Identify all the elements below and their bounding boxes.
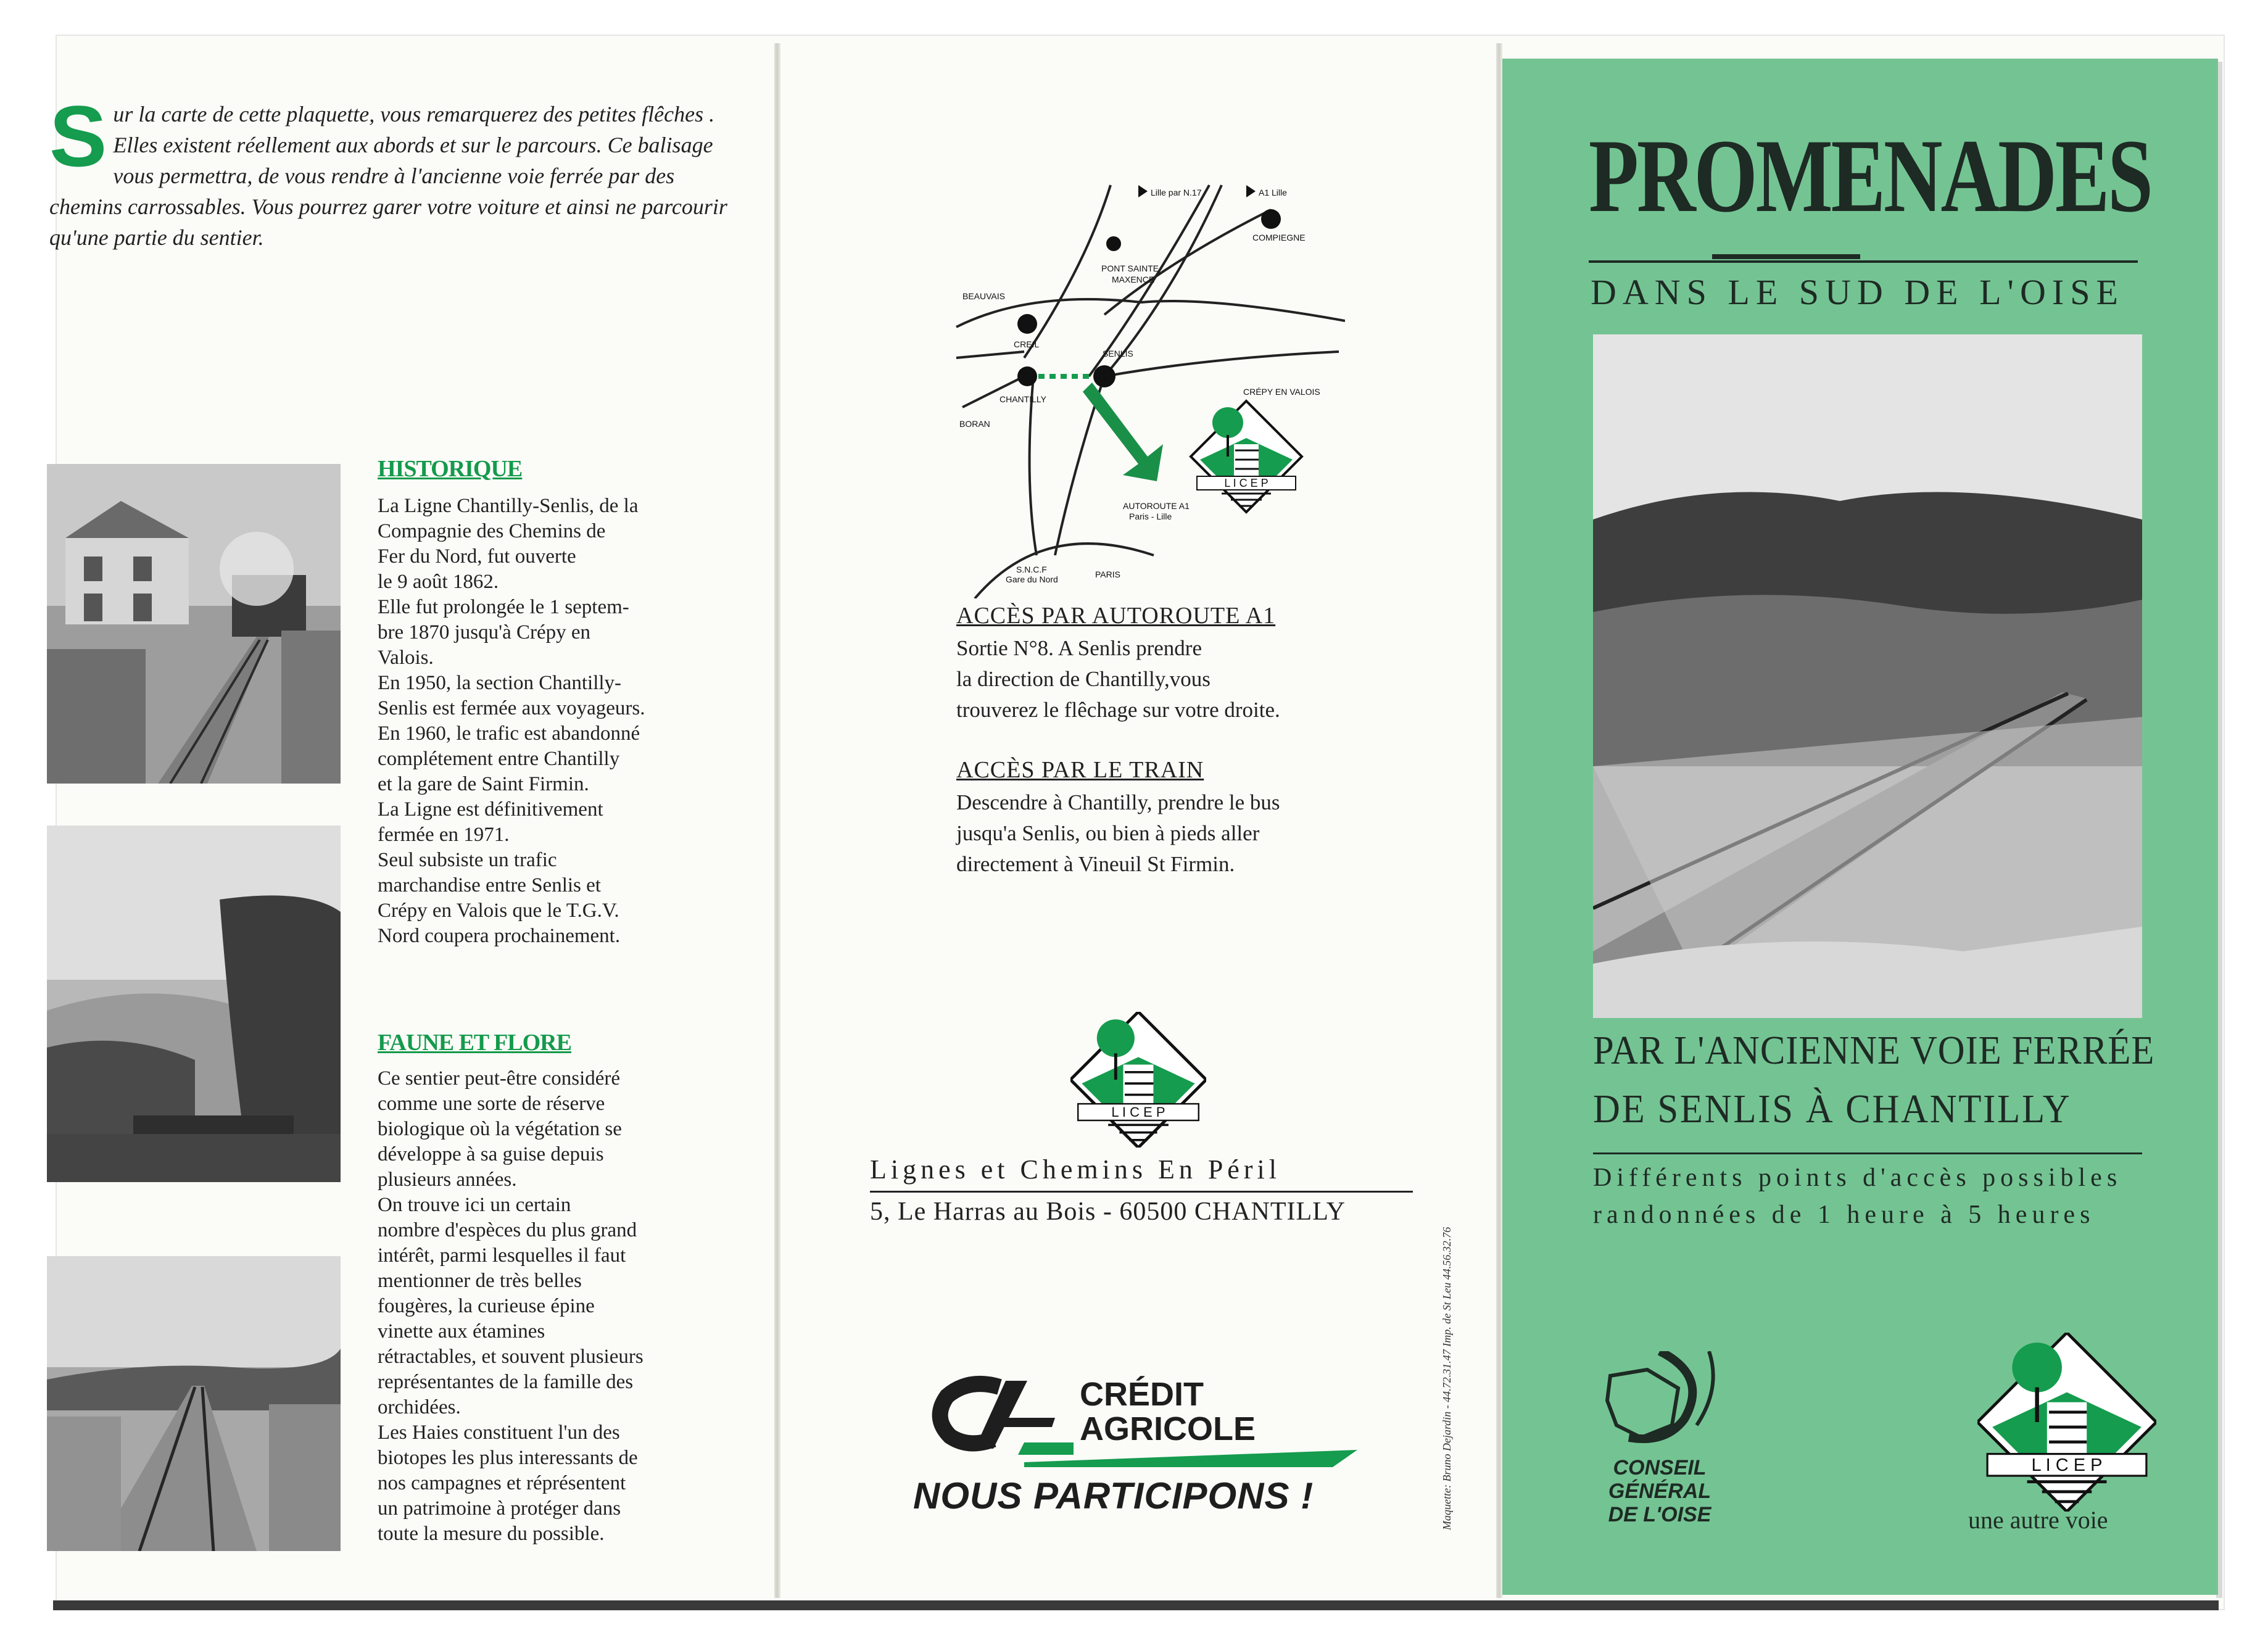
imprint-vertical — [1441, 1086, 1459, 1530]
photo-railway-track — [47, 1256, 341, 1551]
acces-a1-text: Sortie N°8. A Senlis prendre la direction de Chantilly,vous trouverez le flêchage sur votre droite. — [956, 636, 1280, 722]
map-label-autoroute: AUTOROUTE A1 — [1123, 501, 1190, 511]
imprint-text: Maquette: Bruno Dejardin - 44.72.31.47 Imp. de St Leu 44.56.32.76 — [1441, 1227, 1453, 1530]
org-address: 5, Le Harras au Bois - 60500 CHANTILLY — [870, 1198, 1346, 1226]
intro-dropcap: S — [49, 88, 107, 184]
acces-train-heading: ACCÈS PAR LE TRAIN — [956, 757, 1204, 783]
licep-label-middle: L I C E P — [1111, 1104, 1165, 1120]
credit-agricole-logo-icon — [932, 1375, 1074, 1461]
map-label-maxence: MAXENCE — [1112, 275, 1155, 284]
map-label-lille-n17: Lille par N.17 — [1151, 188, 1202, 197]
map-label-paris: PARIS — [1095, 569, 1120, 579]
road-n17 — [1024, 185, 1111, 358]
cover-tagline: une autre voie — [1968, 1506, 2108, 1534]
intro-text: ur la carte de cette plaquette, vous remarquerez des petites flêches . Elles existent réellement aux abords et sur le parcours. Ce balisage vous permettra, de vous rendre à l'ancienne voie ferrée par des chemins carrossables. Vous pourrez garer votre voiture et ainsi ne parcourir qu'une partie du sentier. — [49, 102, 727, 250]
conseil-general-logo-icon — [1604, 1351, 1721, 1456]
map-label-creil: CREIL — [1014, 339, 1040, 349]
historique-text: La Ligne Chantilly-Senlis, de la Compagnie des Chemins de Fer du Nord, fut ouverte le 9 août 1862. Elle fut prolongée le 1 septem- bre 1870 jusqu'à Crépy en Valois. En 1950, la section Chantilly- Senlis est fermée aux voyageurs. En 1960, le trafic est abandonné complétement entre Chantilly et la gare de Saint Firmin. La Ligne est définitivement fermée en 1971. Seul subsiste un trafic marchandise entre Senlis et Crépy en Valois que le T.G.V. Nord coupera prochainement. — [378, 495, 645, 947]
cover-photo-abandoned-track — [1593, 334, 2142, 1018]
map-label-paris-lille: Paris - Lille — [1129, 511, 1172, 521]
photo-station-steam-train — [47, 464, 341, 784]
licep-label-cover: L I C E P — [2031, 1455, 2103, 1475]
cover-subtitle: DANS LE SUD DE L'OISE — [1591, 272, 2124, 312]
map-label-gare-du-nord: Gare du Nord — [1006, 574, 1058, 584]
licep-logo-middle — [1070, 1012, 1206, 1148]
cover-rule — [1593, 1152, 2142, 1154]
acces-train-text: Descendre à Chantilly, prendre le bus jusqu'a Senlis, ou bien à pieds aller directement à Vineuil St Firmin. — [956, 790, 1280, 876]
credit-line2: AGRICOLE — [1080, 1410, 1256, 1447]
map-label-crepy: CRÉPY EN VALOIS — [1243, 387, 1320, 397]
acces-a1-heading: ACCÈS PAR AUTOROUTE A1 — [956, 603, 1276, 629]
sponsor-slogan: NOUS PARTICIPONS ! — [913, 1475, 1314, 1517]
fold-line-left — [774, 43, 780, 1598]
map-label-beauvais: BEAUVAIS — [962, 291, 1005, 301]
credit-agricole-wordmark — [1080, 1377, 1256, 1446]
cover-line2: DE SENLIS À CHANTILLY — [1593, 1086, 2072, 1132]
licep-logo-cover — [1977, 1333, 2156, 1512]
cover-detail2: randonnées de 1 heure à 5 heures — [1593, 1201, 2095, 1229]
cover-title: PROMENADES — [1589, 118, 2151, 234]
credit-line1: CRÉDIT — [1080, 1376, 1204, 1413]
faune-flore-heading: FAUNE ET FLORE — [378, 1030, 571, 1056]
title-rule-accent — [1712, 254, 1860, 259]
credit-agricole-swoosh — [1024, 1450, 1357, 1468]
map-label-a1-lille: A1 Lille — [1259, 188, 1287, 197]
intro-paragraph — [49, 88, 740, 253]
licep-logo-map — [1191, 401, 1302, 512]
map-label-boran: BORAN — [959, 419, 990, 429]
road-crepy — [1104, 352, 1339, 376]
org-name: Lignes et Chemins En Péril — [870, 1154, 1281, 1185]
conseil-general-name: CONSEIL GÉNÉRAL DE L'OISE — [1608, 1456, 1711, 1526]
road-west — [956, 352, 1024, 358]
historique-heading: HISTORIQUE — [378, 456, 523, 482]
photo-viaduct-landscape — [47, 826, 341, 1182]
scan-shadow-bottom — [53, 1600, 2219, 1610]
map-label-compiegne: COMPIEGNE — [1252, 233, 1306, 242]
fold-line-right — [1496, 43, 1502, 1598]
title-rule — [1589, 260, 2138, 263]
cover-detail1: Différents points d'accès possibles — [1593, 1164, 2122, 1192]
map-label-chantilly: CHANTILLY — [999, 394, 1046, 404]
route-arrow — [1083, 383, 1163, 481]
licep-label-map: L I C E P — [1224, 477, 1269, 489]
map-label-sncf: S.N.C.F — [1016, 565, 1047, 574]
map-label-senlis: SENLIS — [1103, 349, 1133, 358]
org-divider — [870, 1191, 1413, 1193]
cover-line1: PAR L'ANCIENNE VOIE FERRÉE — [1593, 1028, 2155, 1073]
map-label-pont-sainte: PONT SAINTE — [1101, 263, 1159, 273]
access-map — [950, 173, 1345, 598]
road-ring — [975, 544, 1154, 598]
faune-flore-text: Ce sentier peut-être considéré comme une sorte de réserve biologique où la végétation se développe à sa guise depuis plusieurs années. On trouve ici un certain nombre d'espèces du plus grand intérêt, parmi lesquelles il faut mentionner de très belles fougères, la curieuse épine vinette aux étamines rétractables, et souvent plusieurs représentantes de la famille des orchidées. Les Haies constituent l'un des biotopes les plus interessants de nos campagnes et réprésentent un patrimoine à protéger dans toute la mesure du possible. — [378, 1067, 644, 1545]
